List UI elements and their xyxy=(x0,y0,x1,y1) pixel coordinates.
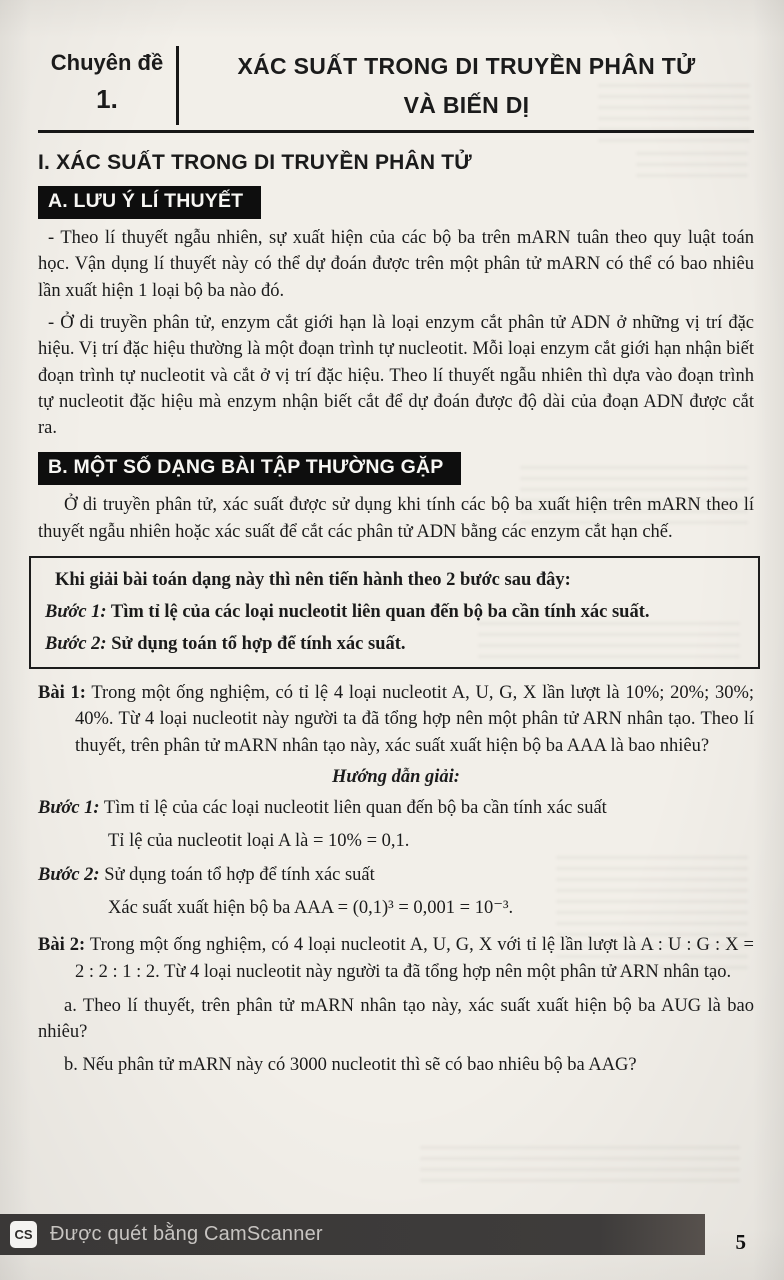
camscanner-logo-icon: CS xyxy=(10,1221,37,1248)
bleed-through-artifact xyxy=(420,1146,740,1188)
solution-step-2 xyxy=(38,862,754,888)
exercises-intro: Ở di truyền phân tử, xác suất được sử dụng khi tính các bộ ba xuất hiện trên mARN theo lí thuyết ngẫu nhiên hoặc xác suất để cắt các phân tử ADN bằng các enzym cắt hạn chế. xyxy=(38,495,754,542)
problem-1 xyxy=(38,680,754,760)
method-box-step-1 xyxy=(45,599,746,625)
solution-step-1 xyxy=(38,795,754,821)
theory-paragraph-1: - Theo lí thuyết ngẫu nhiên, sự xuất hiện của các bộ ba trên mARN tuân theo quy luật toán học. Vận dụng lí thuyết này có thể dự đoán được trên một phân tử mARN có thể có bao nhiêu lần xuất hiện 1 loại bộ ba nào đó. xyxy=(38,228,754,301)
subsection-b-heading: B. MỘT SỐ DẠNG BÀI TẬP THƯỜNG GẶP xyxy=(38,452,461,485)
solution-step-2-text: Sử dụng toán tổ hợp để tính xác suất xyxy=(104,864,375,885)
solution-heading: Hướng dẫn giải: xyxy=(332,767,460,788)
problem-1-text: Trong một ống nghiệm, có tỉ lệ 4 loại nucleotit A, U, G, X lần lượt là 10%; 20%; 30%; 40%. Từ 4 loại nucleotit này người ta đã tổng hợp nên một phân tử ARN nhân tạo. Theo lí thuyết, trên phân tử mARN nhân tạo này, xác suất xuất hiện bộ ba AAA là bao nhiêu? xyxy=(75,682,755,757)
method-box-step-2 xyxy=(45,631,746,657)
method-box xyxy=(29,556,760,669)
step-1-label: Bước 1: xyxy=(45,602,107,623)
solution-step-1-result: Tỉ lệ của nucleotit loại A là = 10% = 0,1. xyxy=(108,831,410,852)
subsection-a-heading: A. LƯU Ý LÍ THUYẾT xyxy=(38,186,261,219)
chapter-title-line2: VÀ BIẾN DỊ xyxy=(403,92,530,119)
solution-step-1-text: Tìm tỉ lệ của các loại nucleotit liên quan đến bộ ba cần tính xác suất xyxy=(103,798,607,819)
problem-2-text: Trong một ống nghiệm, có 4 loại nucleotit A, U, G, X với tỉ lệ lần lượt là A : U : G : X = 2 : 2 : 1 : 2. Từ 4 loại nucleotit này người ta đã tổng hợp nên một phân tử ARN nhân tạo. xyxy=(75,935,754,982)
camscanner-watermark-text: Được quét bằng CamScanner xyxy=(50,1223,323,1245)
problem-2-part-a: a. Theo lí thuyết, trên phân tử mARN nhân tạo này, xác suất xuất hiện bộ ba AUG là bao nhiêu? xyxy=(38,995,754,1043)
chapter-title-line1: XÁC SUẤT TRONG DI TRUYỀN PHÂN TỬ xyxy=(237,53,696,79)
step-2-text: Sử dụng toán tổ hợp để tính xác suất. xyxy=(111,634,406,655)
theory-paragraph-2: - Ở di truyền phân tử, enzym cắt giới hạn là loại enzym cắt phân tử ADN ở những vị trí đặc hiệu. Vị trí đặc hiệu thường là một đoạn trình tự nucleotit. Mỗi loại enzym cắt giới hạn nhận biết đoạn trình tự nucleotit và cắt ở vị trí đặc hiệu. Theo lí thuyết ngẫu nhiên thì dựa vào đoạn trình tự nucleotit đặc hiệu mà enzym nhận biết cắt để dự đoán được độ dài của đoạn ADN được cắt ra. xyxy=(38,312,754,439)
solution-step-2-label: Bước 2: xyxy=(38,864,100,885)
problem-2-part-b: b. Nếu phân tử mARN này có 3000 nucleotit thì sẽ có bao nhiêu bộ ba AAG? xyxy=(64,1055,637,1076)
chapter-label: Chuyên đề xyxy=(50,50,164,75)
problem-2 xyxy=(38,932,754,986)
solution-step-2-result: Xác suất xuất hiện bộ ba AAA = (0,1)³ = 0,001 = 10⁻³. xyxy=(108,897,514,918)
chapter-header xyxy=(38,46,754,133)
problem-2-label: Bài 2: xyxy=(38,935,86,956)
method-box-title: Khi giải bài toán dạng này thì nên tiến hành theo 2 bước sau đây: xyxy=(55,569,571,590)
solution-step-1-label: Bước 1: xyxy=(38,798,100,819)
step-1-text: Tìm tỉ lệ của các loại nucleotit liên quan đến bộ ba cần tính xác suất. xyxy=(110,602,650,623)
chapter-number-box xyxy=(38,46,179,125)
problem-1-label: Bài 1: xyxy=(38,682,86,703)
page-number: 5 xyxy=(735,1230,746,1254)
chapter-title xyxy=(179,46,754,125)
section-heading: I. XÁC SUẤT TRONG DI TRUYỀN PHÂN TỬ xyxy=(38,151,472,175)
camscanner-watermark-bar xyxy=(0,1214,705,1255)
chapter-number: 1. xyxy=(96,84,118,114)
step-2-label: Bước 2: xyxy=(45,634,107,655)
